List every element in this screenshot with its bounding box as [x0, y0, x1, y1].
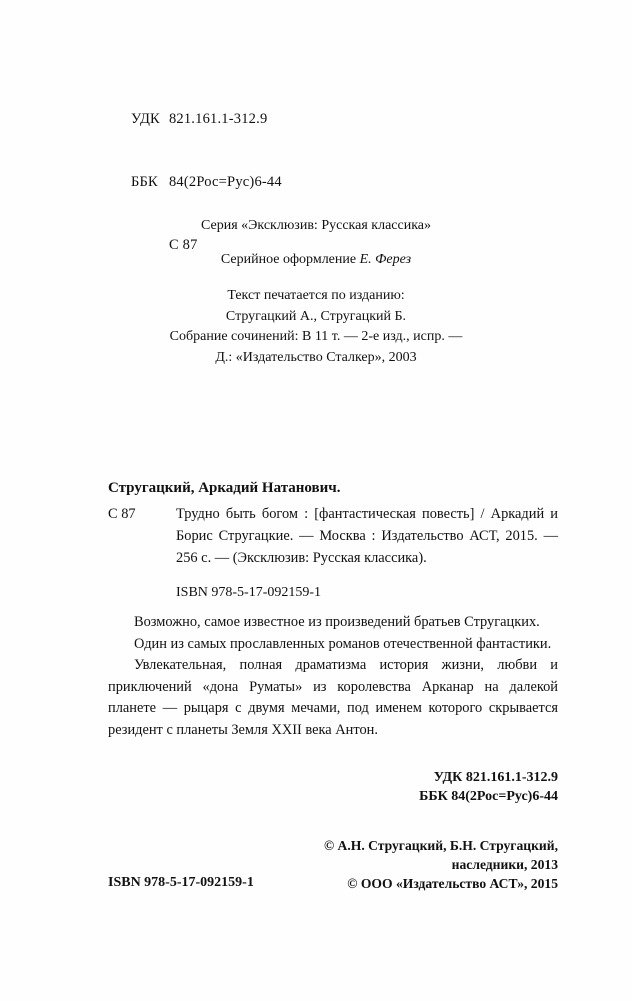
classification-value-udk: 821.161.1-312.9 [168, 111, 268, 127]
classification-value-bbk: 84(2Рос=Рус)6-44 [168, 174, 282, 190]
series-block [0, 216, 632, 270]
record-body [108, 503, 558, 569]
classification-row-udk [108, 88, 282, 151]
series-design-prefix: Серийное оформление [220, 252, 360, 267]
bibliographic-record [108, 478, 558, 569]
source-edition-line-2: Стругацкий А., Стругацкий Б. [225, 308, 407, 324]
series-title: Серия «Эксклюзив: Русская классика» [200, 218, 431, 233]
record-description: Трудно быть богом : [фантастическая повесть] / Аркадий и Борис Стругацкие. — Москва : Издательство АСТ, 2015. — 256 с. — (Эксклюзив: Русская классика). [176, 506, 558, 566]
record-shelf-index: С 87 [108, 506, 136, 522]
classification-value-shelf: С 87 [168, 237, 198, 253]
classification-footer-bbk: ББК 84(2Рос=Рус)6-44 [419, 789, 558, 804]
classification-row-bbk [108, 151, 282, 214]
annotation-paragraph-2: Один из самых прославленных романов отечественной фантастики. [134, 635, 552, 652]
annotation-paragraph-1: Возможно, самое известное из произведений братьев Стругацких. [134, 614, 540, 630]
classification-key-bbk: ББК [130, 174, 158, 190]
annotation-block [108, 612, 558, 741]
classification-footer-udk: УДК 821.161.1-312.9 [433, 770, 558, 785]
annotation-paragraph-3: Увлекательная, полная драматизма история жизни, любви и приключений «дона Руматы» из королевства Арканар на далекой планете — рыцаря с двумя мечами, под именем которого скрывается резидент с планеты Земля XXII века Антон. [108, 657, 558, 738]
classification-key-udk: УДК [130, 111, 160, 127]
record-author: Стругацкий, Аркадий Натанович. [108, 480, 341, 496]
source-edition-line-1: Текст печатается по изданию: [227, 288, 405, 303]
copyright-line-1: © А.Н. Стругацкий, Б.Н. Стругацкий, [323, 838, 558, 853]
record-isbn: ISBN 978-5-17-092159-1 [176, 585, 322, 600]
classification-footer [419, 768, 558, 806]
source-edition-line-3: Собрание сочинений: В 11 т. — 2-е изд., испр. — [169, 329, 463, 344]
copyright-line-2: наследники, 2013 [451, 857, 558, 872]
source-edition-line-4: Д.: «Издательство Сталкер», 2003 [215, 349, 417, 365]
series-design [0, 250, 632, 270]
isbn-footer: ISBN 978-5-17-092159-1 [108, 875, 254, 890]
copyright-line-3: © ООО «Издательство АСТ», 2015 [347, 876, 558, 891]
source-edition-block [0, 286, 632, 368]
series-design-author: Е. Ферез [359, 252, 412, 267]
copyright-block [324, 836, 558, 893]
